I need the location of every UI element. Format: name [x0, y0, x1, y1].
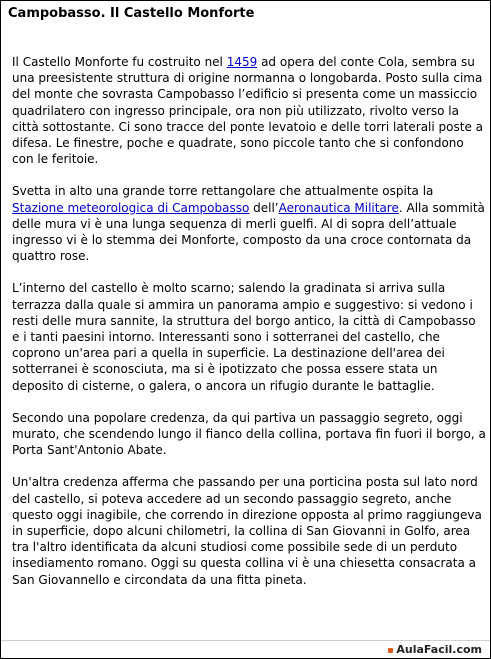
link-aeronautica-militare[interactable]: Aeronautica Militare [278, 200, 399, 215]
link-1459[interactable]: 1459 [226, 55, 258, 69]
paragraph-5: Un'altra credenza afferma che passando per una porticina posta sul lato nord del castello, si poteva accedere ad un secondo passaggio segreto, anche questo oggi inagibile, che correndo in direzione opposta al primo raggiungeva in superficie, dopo alcuni chilometri, la collina di San Giovanni in Golfo, area tra l'altro identificata da alcuni studiosi come possibile sede di un perduto insediamento romano. Oggi su questa collina vi è una chiesetta consacrata a San Giovannello e circondata da una fitta pineta. [12, 475, 482, 587]
paragraph-1-text-b: ad opera del conte Cola, sembra su una preesistente struttura di origine normanna o longobarda. Posto sulla cima del monte che sovrasta Campobasso l’edificio si presenta come un massiccio quadrilatero con ingresso principale, ora non più utilizzato, rivolto verso la città sottostante. Ci sono tracce del ponte levatoio e delle torri laterali poste a difesa. Le finestre, poche e quadrate, sono piccole tanto che si confondono con le feritoie. [12, 55, 484, 167]
paragraph-2-text-c: . Alla sommità delle mura vi è una lunga sequenza di merli guelfi. Al di sopra dell’attuale ingresso vi è lo stemma dei Monforte, composto da una croce contornata da quattro rose. [12, 200, 485, 264]
brand-text: AulaFacil.com [396, 643, 482, 656]
paragraph-1 [12, 54, 486, 167]
article-body [12, 54, 486, 604]
brand-square-icon [388, 648, 393, 653]
link-stazione-meteorologica[interactable]: Stazione meteorologica di Campobasso [12, 200, 250, 215]
paragraph-4: Secondo una popolare credenza, da qui partiva un passaggio segreto, oggi murato, che scendendo lungo il fianco della collina, portava fin fuori il borgo, a Porta Sant'Antonio Abate. [12, 410, 486, 458]
brand-logo[interactable] [388, 643, 482, 656]
paragraph-3: L’interno del castello è molto scarno; salendo la gradinata si arriva sulla terrazza dalla quale si ammira un panorama ampio e suggestivo: si vedono i resti delle mura sannite, la struttura del borgo antico, la città di Campobasso e i tanti paesini intorno. Interessanti sono i sotterranei del castello, che coprono un'area pari a quella in superficie. La destinazione dell'area dei sotterranei è sconosciuta, ma si è ipotizzato che possa essere stata un deposito di cisterne, o galera, o ancora un rifugio durante le battaglie. [12, 281, 476, 393]
paragraph-2-text-a: Svetta in alto una grande torre rettangolare che attualmente ospita la [12, 184, 434, 199]
paragraph-2 [12, 183, 486, 264]
page-title: Campobasso. Il Castello Monforte [8, 6, 255, 21]
paragraph-2-text-b: dell’ [249, 200, 279, 215]
paragraph-1-text-a: Il Castello Monforte fu costruito nel [12, 55, 227, 69]
footer [1, 641, 490, 658]
